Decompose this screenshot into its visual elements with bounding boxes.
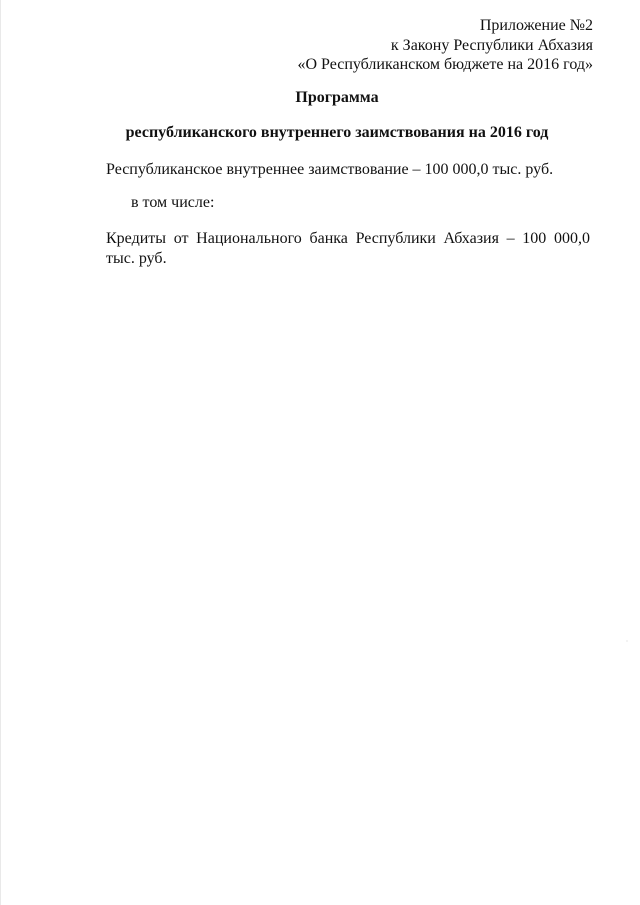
credits-text: Кредиты от Национального банка Республики Абхазия – 100 000,0 тыс. руб. (106, 230, 590, 267)
including-text: в том числе: (131, 194, 215, 211)
document-title: Программа (295, 89, 379, 106)
document-subtitle: республиканского внутреннего заимствования на 2016 год (125, 124, 549, 141)
appendix-law-reference: к Закону Республики Абхазия (390, 36, 593, 54)
appendix-law-title: «О Республиканском бюджете на 2016 год» (297, 56, 593, 73)
appendix-number: Приложение №2 (479, 17, 593, 34)
total-borrowing-text: Республиканское внутреннее заимствование – 100 000,0 тыс. руб. (106, 161, 554, 178)
appendix-header (297, 16, 593, 75)
scan-artifact-dot (626, 640, 628, 642)
